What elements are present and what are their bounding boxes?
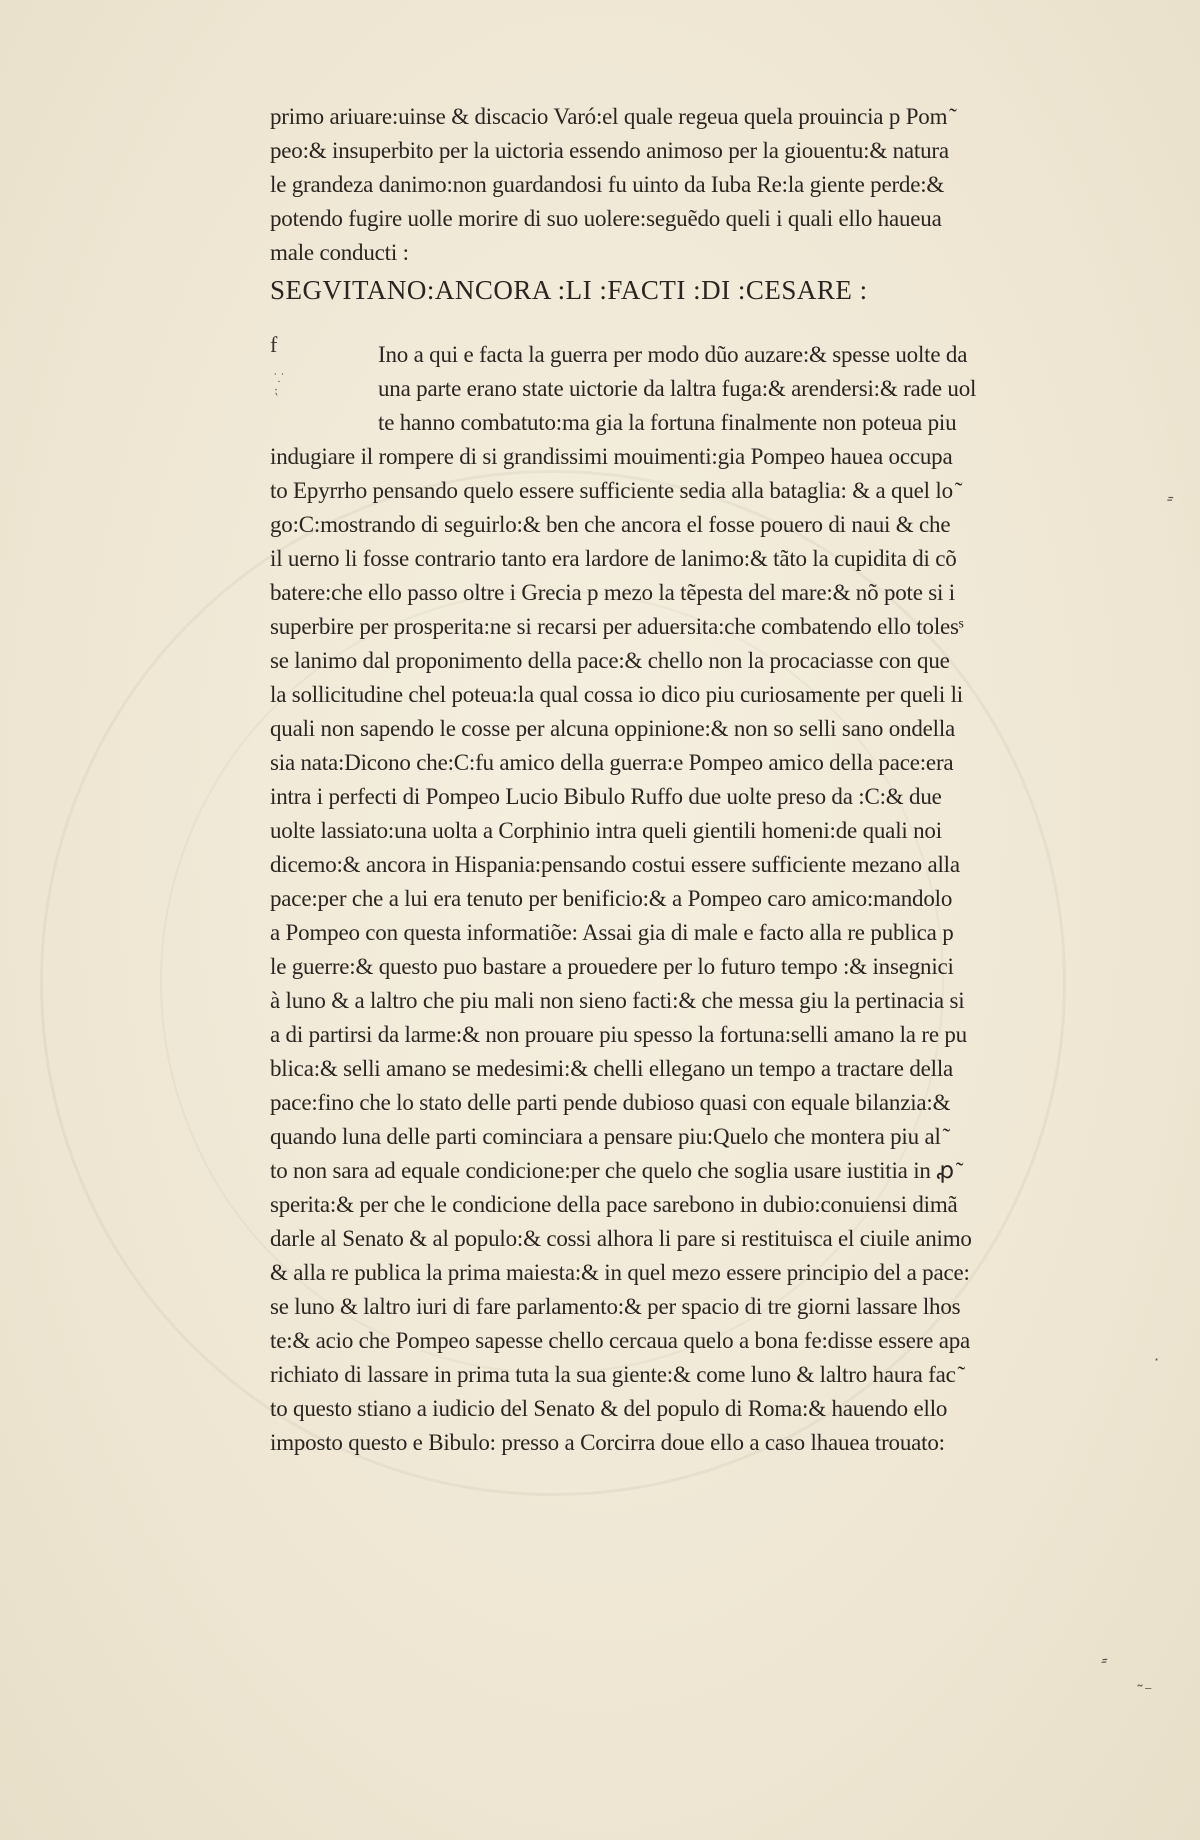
text-line: male conducti : (270, 240, 409, 265)
text-line: & alla re publica la prima maiesta:& in quel mezo essere principio del a pace: (270, 1260, 970, 1285)
text-line: te:& acio che Pompeo sapesse chello cercaua quelo a bona fe:disse essere apa (270, 1328, 971, 1353)
text-line: primo ariuare:uinse & discacio Varó:el quale regeua quela prouincia p Pom ͂ (270, 104, 953, 129)
body-lines (270, 440, 1100, 1460)
text-line: dicemo:& ancora in Hispania:pensando costui essere sufficiente mezano alla (270, 852, 960, 877)
guide-marks: ⸪ ⁏ (274, 371, 284, 397)
margin-mark: ⸗ (1164, 487, 1178, 508)
text-line: uolte lassiato:una uolta a Corphinio intra queli gientili homeni:de quali noi (270, 818, 942, 843)
margin-mark: ⸗ (1099, 1649, 1111, 1670)
text-line: peo:& insuperbito per la uictoria essendo animoso per la giouentu:& natura (270, 138, 949, 163)
text-line: pace:per che a lui era tenuto per benificio:& a Pompeo caro amico:mandolo (270, 886, 953, 911)
text-line-indented: Ino a qui e facta la guerra per modo dũo auzare:& spesse uolte da (378, 342, 968, 367)
margin-mark: · (1154, 1350, 1160, 1369)
margin-mark: ˜⁻ (1136, 1682, 1153, 1701)
text-line-indented: una parte erano state uictorie da laltra fuga:& arendersi:& rade uol (378, 376, 977, 401)
text-line: batere:che ello passo oltre i Grecia p mezo la tẽpesta del mare:& nõ pote si i (270, 580, 955, 605)
text-line: potendo fugire uolle morire di suo uolere:seguẽdo queli i quali ello haueua (270, 206, 942, 231)
text-line: to non sara ad equale condicione:per che quelo che soglia usare iustitia in ꝓ ͂ (270, 1158, 960, 1183)
section-heading: SEGVITANO:ANCORA :LI :FACTI :DI :CESARE : (270, 275, 868, 305)
text-line: à luno & a laltro che piu mali non sieno facti:& che messa giu la pertinacia si (270, 988, 965, 1013)
initial-guide-letter: f (270, 332, 278, 357)
text-line: imposto questo e Bibulo: presso a Corcirra doue ello a caso lhauea trouato: (270, 1430, 945, 1455)
text-line: go:C:mostrando di seguirlo:& ben che ancora el fosse pouero di naui & che (270, 512, 951, 537)
text-line: le grandeza danimo:non guardandosi fu uinto da Iuba Re:la giente perde:& (270, 172, 945, 197)
text-line: blica:& selli amano se medesimi:& chelli ellegano un tempo a tractare della (270, 1056, 954, 1081)
text-line-indented: te hanno combatuto:ma gia la fortuna finalmente non poteua piu (378, 410, 957, 435)
text-line: quando luna delle parti cominciara a pensare piu:Quelo che montera piu al ͂ (270, 1124, 947, 1149)
text-line: to questo stiano a iudicio del Senato & del populo di Roma:& hauendo ello (270, 1396, 948, 1421)
text-line: a Pompeo con questa informatiõe: Assai gia di male e facto alla re publica p (270, 920, 954, 945)
text-line: sperita:& per che le condicione della pace sarebono in dubio:conuiensi dimã (270, 1192, 958, 1217)
text-line: sia nata:Dicono che:C:fu amico della guerra:e Pompeo amico della pace:era (270, 750, 954, 775)
text-line: indugiare il rompere di si grandissimi mouimenti:gia Pompeo hauea occupa (270, 444, 953, 469)
text-line: intra i perfecti di Pompeo Lucio Bibulo Ruffo due uolte preso da :C:& due (270, 784, 942, 809)
text-line: darle al Senato & al populo:& cossi alhora li pare si restituisca el ciuile animo (270, 1226, 972, 1251)
text-line: il uerno li fosse contrario tanto era lardore de lanimo:& tãto la cupidita di cõ (270, 546, 957, 571)
text-line: pace:fino che lo stato delle parti pende dubioso quasi con equale bilanzia:& (270, 1090, 951, 1115)
text-block (270, 100, 1100, 1460)
text-line: a di partirsi da larme:& non prouare piu spesso la fortuna:selli amano la re pu (270, 1022, 967, 1047)
text-line: la sollicitudine chel poteua:la qual cossa io dico piu curiosamente per queli li (270, 682, 963, 707)
text-line: superbire per prosperita:ne si recarsi per aduersita:che combatendo ello tolesˢ (270, 614, 964, 639)
text-line: le guerre:& questo puo bastare a prouedere per lo futuro tempo :& insegnici (270, 954, 954, 979)
text-line: se lanimo dal proponimento della pace:& chello non la procaciasse con que (270, 648, 950, 673)
text-line: quali non sapendo le cosse per alcuna oppinione:& non so selli sano ondella (270, 716, 956, 741)
text-line: to Epyrrho pensando quelo essere sufficiente sedia alla bataglia: & a quel lo ͂ (270, 478, 959, 503)
text-line: richiato di lassare in prima tuta la sua giente:& come luno & laltro haura fac ͂ (270, 1362, 962, 1387)
text-line: se luno & laltro iuri di fare parlamento:& per spacio di tre giorni lassare lhos (270, 1294, 961, 1319)
